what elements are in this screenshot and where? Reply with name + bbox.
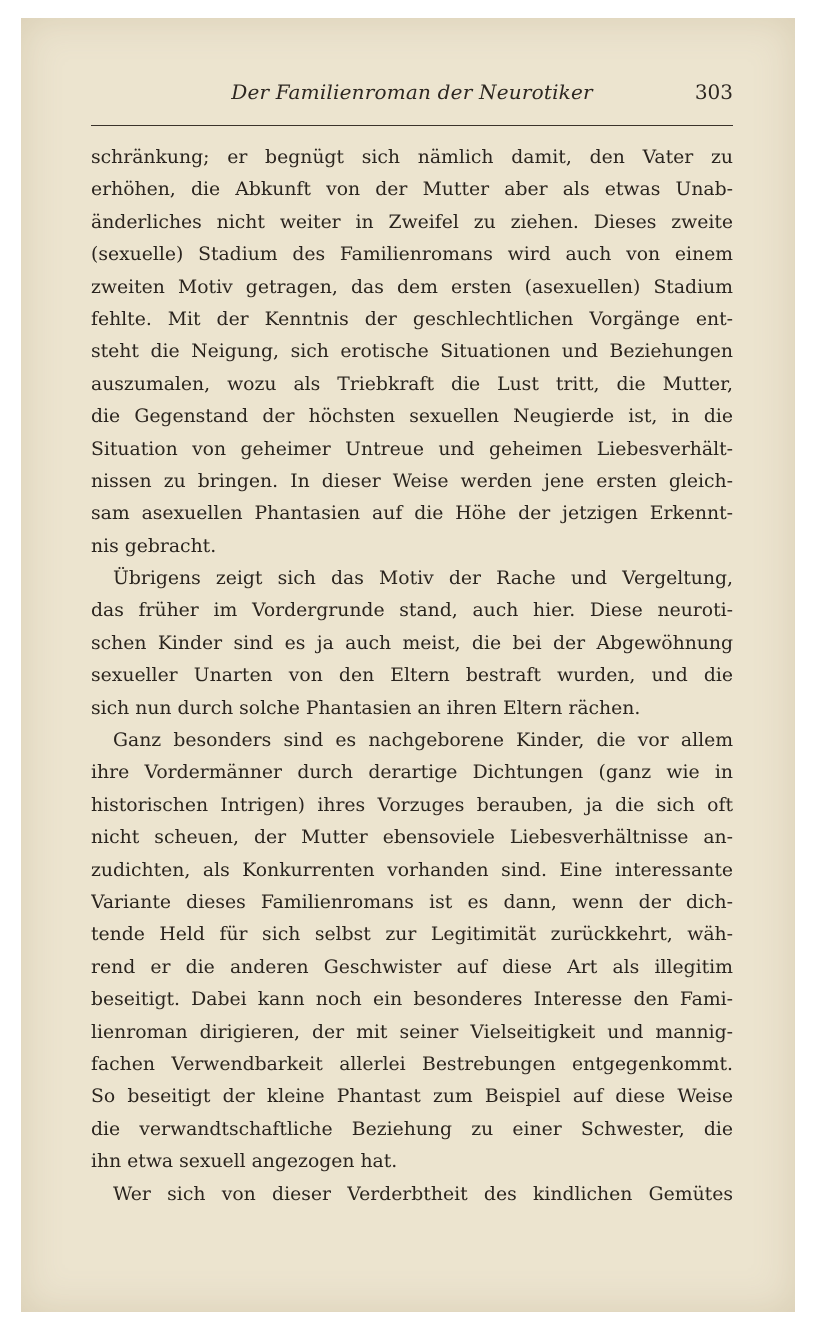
text-line: steht die Neigung, sich erotische Situationen und Beziehungen — [91, 341, 733, 363]
text-line: (sexuelle) Stadium des Familienromans wird auch von einem — [91, 244, 733, 266]
text-line: sexueller Unarten von den Eltern bestraft wurden, und die — [91, 665, 733, 687]
text-line: Variante dieses Familienromans ist es dann, wenn der dich- — [91, 891, 733, 913]
text-line: sam asexuellen Phantasien auf die Höhe der jetzigen Erkennt- — [91, 503, 733, 525]
text-line: erhöhen, die Abkunft von der Mutter aber als etwas Unab- — [91, 179, 733, 201]
text-line: fehlte. Mit der Kenntnis der geschlechtlichen Vorgänge ent- — [91, 308, 733, 330]
text-line: rend er die anderen Geschwister auf diese Art als illegitim — [91, 956, 733, 978]
text-line: Wer sich von dieser Verderbtheit des kindlichen Gemütes — [113, 1183, 733, 1205]
text-line: Ganz besonders sind es nachgeborene Kinder, die vor allem — [113, 730, 733, 752]
text-line: ihn etwa sexuell angezogen hat. — [91, 1151, 398, 1173]
text-line: sich nun durch solche Phantasien an ihren Eltern rächen. — [91, 697, 641, 719]
text-line: fachen Verwendbarkeit allerlei Bestrebungen entgegenkommt. — [91, 1053, 733, 1075]
paragraph — [91, 142, 733, 563]
text-line: So beseitigt der kleine Phantast zum Beispiel auf diese Weise — [91, 1086, 733, 1108]
running-title: Der Familienroman der Neurotiker — [231, 80, 593, 104]
paragraph — [91, 725, 733, 1178]
running-header — [91, 80, 733, 106]
text-line: die verwandtschaftliche Beziehung zu einer Schwester, die — [91, 1118, 733, 1140]
page-number: 303 — [694, 80, 733, 104]
text-line: nissen zu bringen. In dieser Weise werden jene ersten gleich- — [91, 470, 733, 492]
text-line: ihre Vordermänner durch derartige Dichtungen (ganz wie in — [91, 762, 733, 784]
text-line: Situation von geheimer Untreue und geheimen Liebesverhält- — [91, 438, 733, 460]
text-line: Übrigens zeigt sich das Motiv der Rache und Vergeltung, — [113, 568, 733, 590]
body-text — [91, 142, 733, 1211]
text-line: änderliches nicht weiter in Zweifel zu ziehen. Dieses zweite — [91, 211, 733, 233]
text-line: nicht scheuen, der Mutter ebensoviele Liebesverhältnisse an- — [91, 827, 733, 849]
text-line: nis gebracht. — [91, 535, 217, 557]
text-line: zudichten, als Konkurrenten vorhanden sind. Eine interessante — [91, 859, 733, 881]
paragraph — [91, 563, 733, 725]
text-line: beseitigt. Dabei kann noch ein besonderes Interesse den Fami- — [91, 989, 733, 1011]
text-line: tende Held für sich selbst zur Legitimität zurückkehrt, wäh- — [91, 924, 733, 946]
text-line: die Gegenstand der höchsten sexuellen Neugierde ist, in die — [91, 406, 733, 428]
text-line: historischen Intrigen) ihres Vorzuges berauben, ja die sich oft — [91, 794, 733, 816]
text-line: schen Kinder sind es ja auch meist, die bei der Abgewöhnung — [91, 632, 733, 654]
paragraph — [91, 1179, 733, 1211]
text-line: zweiten Motiv getragen, das dem ersten (asexuellen) Stadium — [91, 276, 733, 298]
text-line: das früher im Vordergrunde stand, auch hier. Diese neuroti- — [91, 600, 733, 622]
header-rule — [91, 125, 733, 126]
text-line: lienroman dirigieren, der mit seiner Vielseitigkeit und mannig- — [91, 1021, 733, 1043]
text-line: schränkung; er begnügt sich nämlich damit, den Vater zu — [91, 147, 733, 168]
text-line: auszumalen, wozu als Triebkraft die Lust tritt, die Mutter, — [91, 373, 733, 395]
